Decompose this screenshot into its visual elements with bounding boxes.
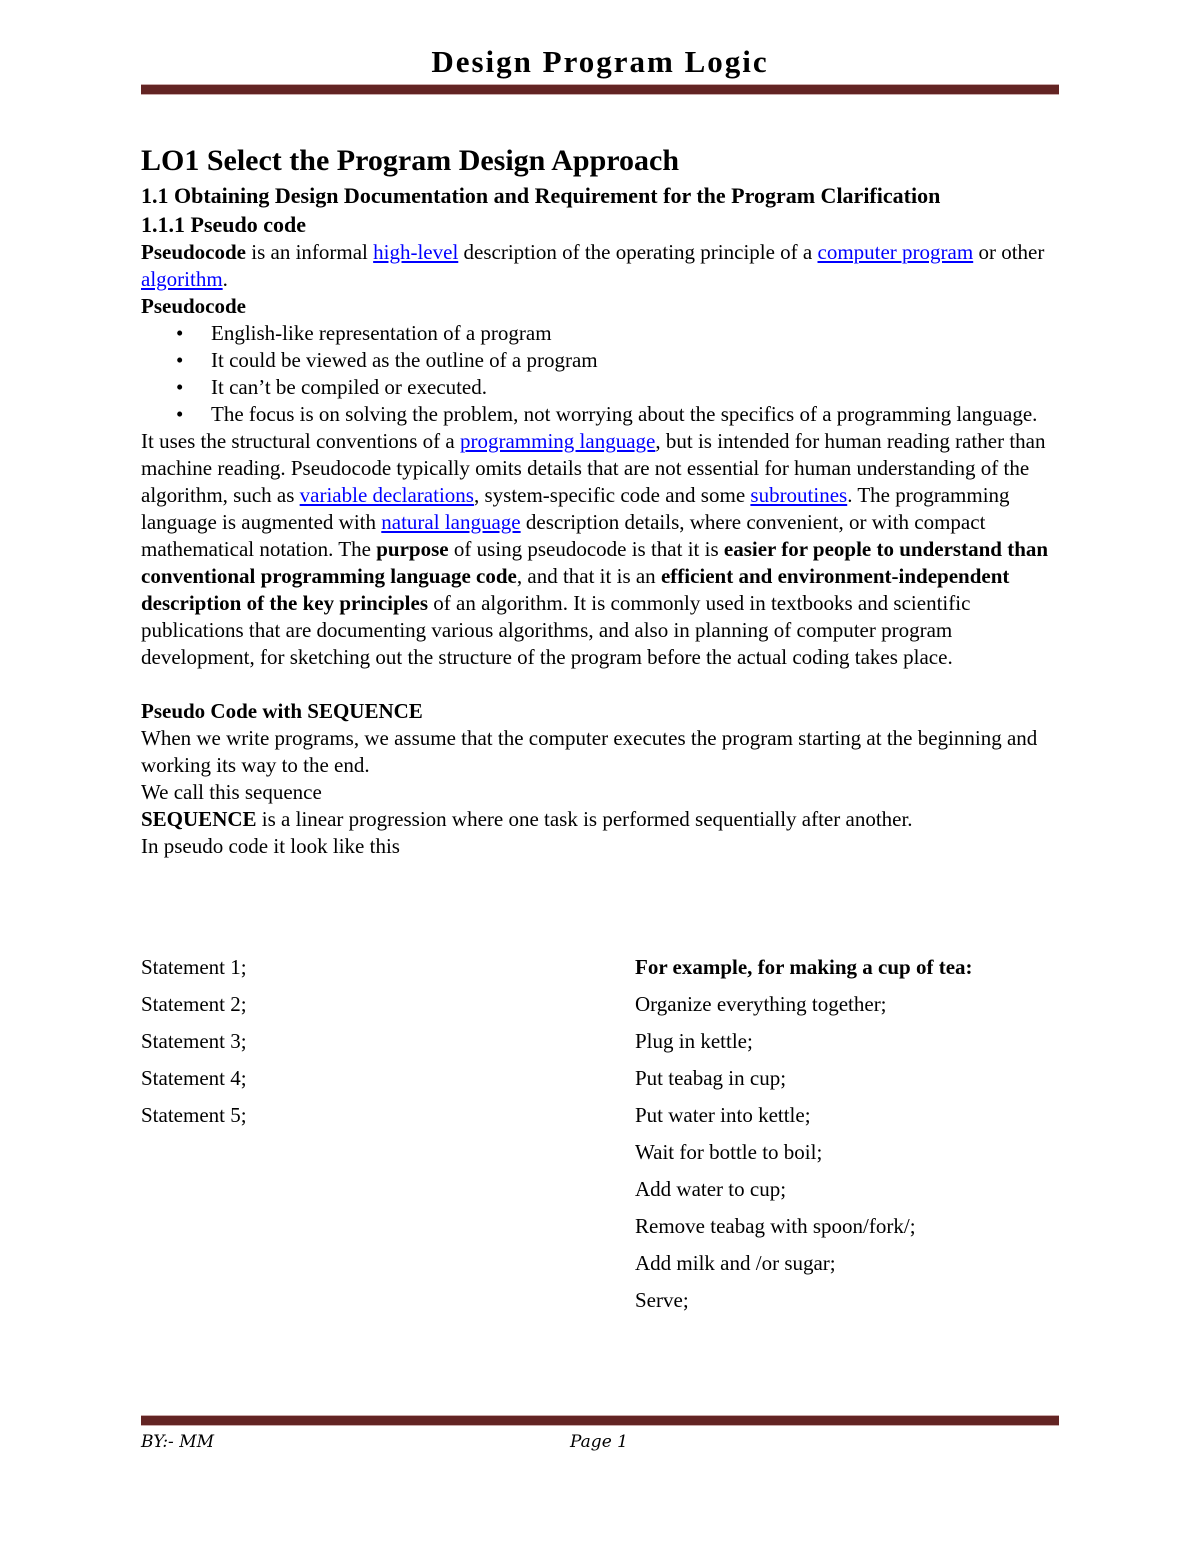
text: , system-specific code and some [473,483,751,507]
bold-term: SEQUENCE [141,807,257,831]
statements-column [141,952,247,1137]
link-high-level[interactable]: high-level [373,240,459,264]
link-computer-program[interactable]: computer program [817,240,974,264]
section-heading: LO1 Select the Program Design Approach [141,144,680,177]
statement: Statement 3; [141,1029,247,1053]
list-item: • It can’t be compiled or executed. [211,374,1061,401]
footer-page-number: Page 1 [570,1432,628,1452]
link-programming-language[interactable]: programming language [460,429,656,453]
text: It uses the structural conventions of a [141,429,460,453]
footer-divider [141,1415,1059,1426]
text: description details, where convenient, or with compact mathematical notation. The [141,510,986,561]
link-algorithm[interactable]: algorithm [141,267,223,291]
list-item: • The focus is on solving the problem, not worrying about the specifics of a programming language. [211,401,1061,428]
header-title: Design Program Logic [431,44,769,79]
text: , and that it is an [516,564,661,588]
example-step: Plug in kettle; [635,1029,753,1053]
statement: Statement 4; [141,1066,247,1090]
text: is a linear progression where one task is performed sequentially after another. [256,807,913,831]
text: is an informal [246,240,374,264]
pseudocode-label: Pseudocode [141,294,246,318]
text: . [222,267,228,291]
sequence-text: We call this sequence [141,780,322,804]
link-subroutines[interactable]: subroutines [750,483,848,507]
bold-term: Pseudocode [141,240,246,264]
subsection-heading: 1.1 Obtaining Design Documentation and Requirement for the Program Clarification [141,183,941,208]
example-step: Serve; [635,1288,689,1312]
example-step: Wait for bottle to boil; [635,1140,823,1164]
link-variable-declarations[interactable]: variable declarations [299,483,474,507]
bold-term: easier for people to understand than conventional programming language code [141,537,1049,588]
description-paragraph [141,428,1061,671]
example-title: For example, for making a cup of tea: [635,955,973,979]
sequence-text: When we write programs, we assume that the computer executes the program starting at the beginning and working its way to the end. [141,726,1038,777]
intro-paragraph [141,239,1061,293]
bullet-list [141,320,1061,428]
statement: Statement 2; [141,992,247,1016]
list-item: • English-like representation of a program [211,320,1061,347]
example-step: Put teabag in cup; [635,1066,787,1090]
example-step: Add water to cup; [635,1177,787,1201]
text: . The programming language is augmented with [141,483,1010,534]
sequence-text: In pseudo code it look like this [141,834,400,858]
statement: Statement 5; [141,1103,247,1127]
text: , but is intended for human reading rather than machine reading. Pseudocode typically omits details that are not essential for human understanding of the algorithm, such as [141,429,1046,507]
example-step: Organize everything together; [635,992,887,1016]
footer-author: BY:- MM [141,1432,215,1452]
text: description of the operating principle of a [458,240,818,264]
sequence-definition [141,806,1061,833]
text: of using pseudocode is that it is [448,537,724,561]
text: of an algorithm. It is commonly used in textbooks and scientific publications that are documenting various algorithms, and also in planning of computer program development, for sketching out the structure of the program before the actual coding takes place. [141,591,971,669]
list-item: • It could be viewed as the outline of a program [211,347,1061,374]
tea-example-column [635,952,973,1322]
sequence-heading: Pseudo Code with SEQUENCE [141,699,423,723]
example-step: Put water into kettle; [635,1103,811,1127]
statement: Statement 1; [141,955,247,979]
link-natural-language[interactable]: natural language [381,510,521,534]
subsubsection-heading: 1.1.1 Pseudo code [141,212,306,237]
bold-term: purpose [376,537,449,561]
example-step: Remove teabag with spoon/fork/; [635,1214,916,1238]
text: or other [973,240,1045,264]
example-step: Add milk and /or sugar; [635,1251,836,1275]
document-body [141,142,1061,860]
header-divider [141,84,1059,95]
bold-term: efficient and environment-independent description of the key principles [141,564,1010,615]
